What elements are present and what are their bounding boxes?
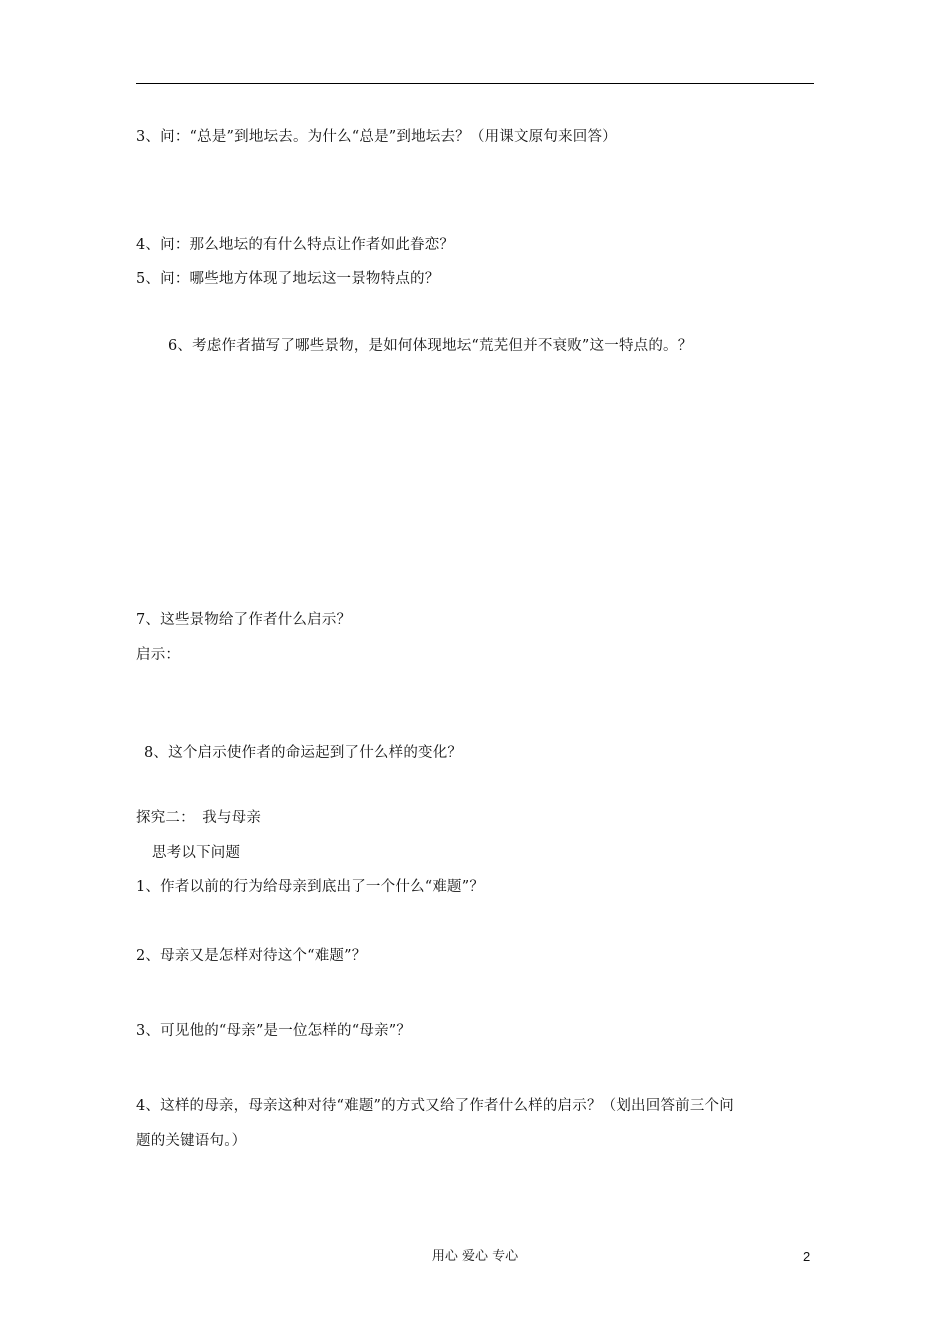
section-2-question-3: 3、可见他的“母亲”是一位怎样的“母亲”？ xyxy=(136,1023,412,1039)
section-2-question-2: 2、母亲又是怎样对待这个“难题”？ xyxy=(136,948,367,964)
question-8: 8、这个启示使作者的命运起到了什么样的变化？ xyxy=(144,745,463,761)
section-2-question-4-line-1: 4、这样的母亲，母亲这种对待“难题”的方式又给了作者什么样的启示？（划出回答前三个问 xyxy=(136,1098,734,1114)
section-2-question-4-line-2: 题的关键语句。） xyxy=(136,1133,247,1149)
section-2-subheading: 思考以下问题 xyxy=(152,845,241,861)
question-7-answer-label: 启示： xyxy=(136,647,181,663)
question-6: 6、考虑作者描写了哪些景物，是如何体现地坛“荒芜但并不衰败”这一特点的。？ xyxy=(168,338,693,354)
question-4: 4、问：那么地坛的有什么特点让作者如此眷恋？ xyxy=(136,237,455,253)
section-2-question-1: 1、作者以前的行为给母亲到底出了一个什么“难题”？ xyxy=(136,879,485,895)
question-7: 7、这些景物给了作者什么启示？ xyxy=(136,612,352,628)
question-3: 3、问：“总是”到地坛去。为什么“总是”到地坛去？（用课文原句来回答） xyxy=(136,129,617,145)
section-2-heading: 探究二： 我与母亲 xyxy=(136,810,262,826)
footer-motto: 用心 爱心 专心 xyxy=(431,1249,519,1264)
question-5: 5、问：哪些地方体现了地坛这一景物特点的？ xyxy=(136,271,440,287)
header-rule xyxy=(136,83,814,84)
page-number: 2 xyxy=(803,1249,811,1264)
